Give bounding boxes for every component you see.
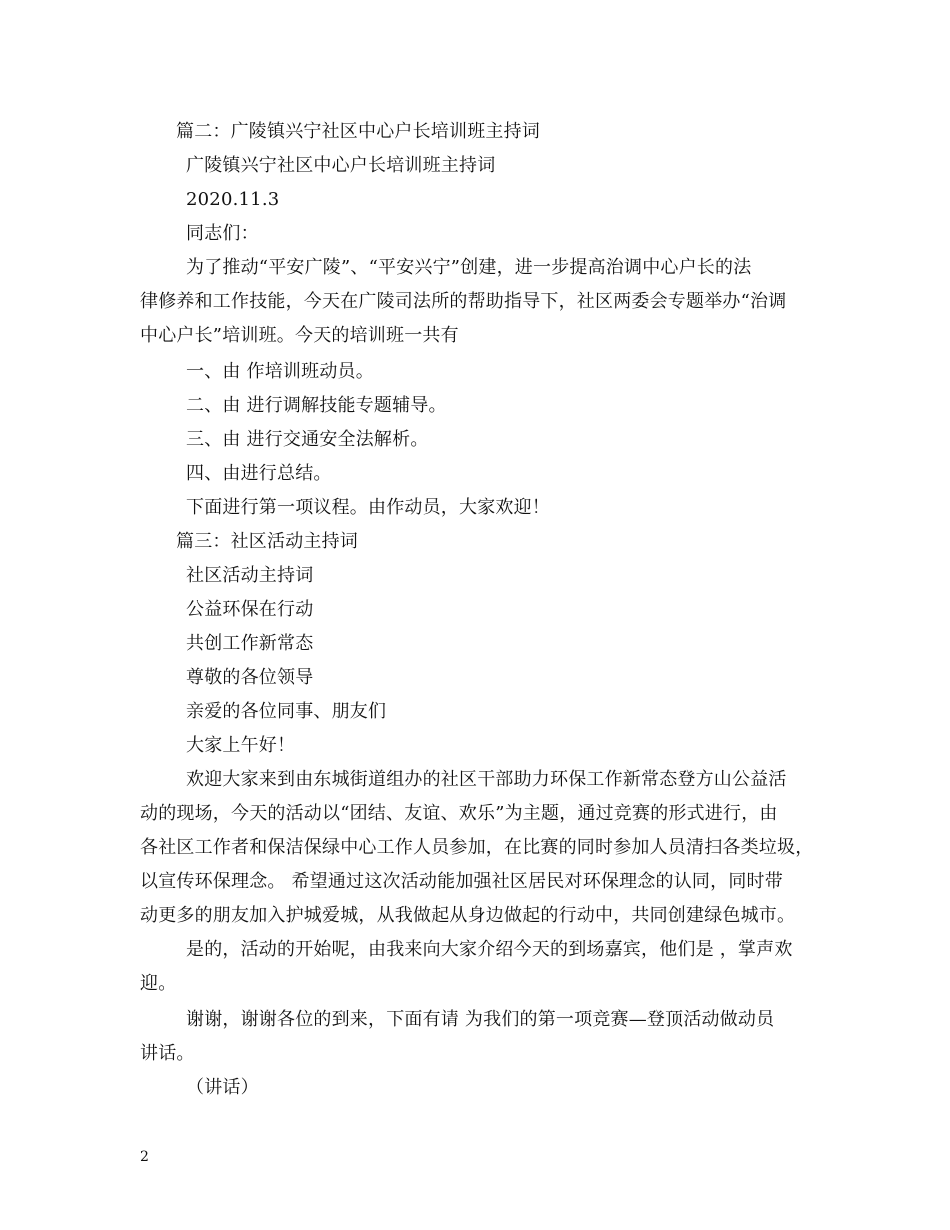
stage-direction: （讲话） bbox=[186, 1077, 259, 1098]
agenda-item-2: 二、由 进行调解技能专题辅导。 bbox=[186, 395, 447, 416]
section-heading-part-two: 篇二：广陵镇兴宁社区中心户长培训班主持词 bbox=[176, 121, 540, 142]
agenda-item-3: 三、由 进行交通安全法解析。 bbox=[186, 429, 429, 450]
paragraph-line: 动的现场，今天的活动以“团结、友谊、欢乐”为主题，通过竞赛的形式进行，由 bbox=[140, 803, 778, 824]
slogan-line: 共创工作新常态 bbox=[186, 633, 314, 654]
document-title: 广陵镇兴宁社区中心户长培训班主持词 bbox=[186, 155, 496, 176]
paragraph-line: 欢迎大家来到由东城街道组办的社区干部助力环保工作新常态登方山公益活 bbox=[186, 769, 787, 790]
paragraph-line: 下面进行第一项议程。由作动员，大家欢迎！ bbox=[186, 497, 550, 518]
slogan-line: 公益环保在行动 bbox=[186, 599, 314, 620]
paragraph-line: 以宣传环保理念。 希望通过这次活动能加强社区居民对环保理念的认同，同时带 bbox=[140, 871, 783, 892]
paragraph-line: 各社区工作者和保洁保绿中心工作人员参加，在比赛的同时参加人员清扫各类垃圾， bbox=[140, 837, 814, 858]
salutation: 亲爱的各位同事、朋友们 bbox=[186, 701, 387, 722]
section-title: 社区活动主持词 bbox=[186, 565, 314, 586]
page-number: 2 bbox=[140, 1149, 149, 1165]
paragraph-line: 迎。 bbox=[140, 973, 177, 994]
salutation: 同志们： bbox=[186, 223, 259, 244]
paragraph-line: 中心户长”培训班。今天的培训班一共有 bbox=[140, 325, 459, 346]
paragraph-line: 是的，活动的开始呢，由我来向大家介绍今天的到场嘉宾，他们是 ，掌声欢 bbox=[186, 939, 793, 960]
paragraph-line: 讲话。 bbox=[140, 1043, 195, 1064]
paragraph-line: 律修养和工作技能，今天在广陵司法所的帮助指导下，社区两委会专题举办“治调 bbox=[140, 291, 787, 312]
agenda-item-1: 一、由 作培训班动员。 bbox=[186, 361, 374, 382]
document-date: 2020.11.3 bbox=[186, 189, 280, 210]
salutation: 尊敬的各位领导 bbox=[186, 667, 314, 688]
paragraph-line: 谢谢，谢谢各位的到来，下面有请 为我们的第一项竞赛—登顶活动做动员 bbox=[186, 1009, 775, 1030]
section-heading-part-three: 篇三：社区活动主持词 bbox=[176, 531, 358, 552]
paragraph-line: 为了推动“平安广陵”、“平安兴宁”创建，进一步提高治调中心户长的法 bbox=[186, 257, 752, 278]
greeting: 大家上午好！ bbox=[186, 735, 296, 756]
paragraph-line: 动更多的朋友加入护城爱城，从我做起从身边做起的行动中，共同创建绿色城市。 bbox=[140, 905, 796, 926]
agenda-item-4: 四、由进行总结。 bbox=[186, 463, 332, 484]
